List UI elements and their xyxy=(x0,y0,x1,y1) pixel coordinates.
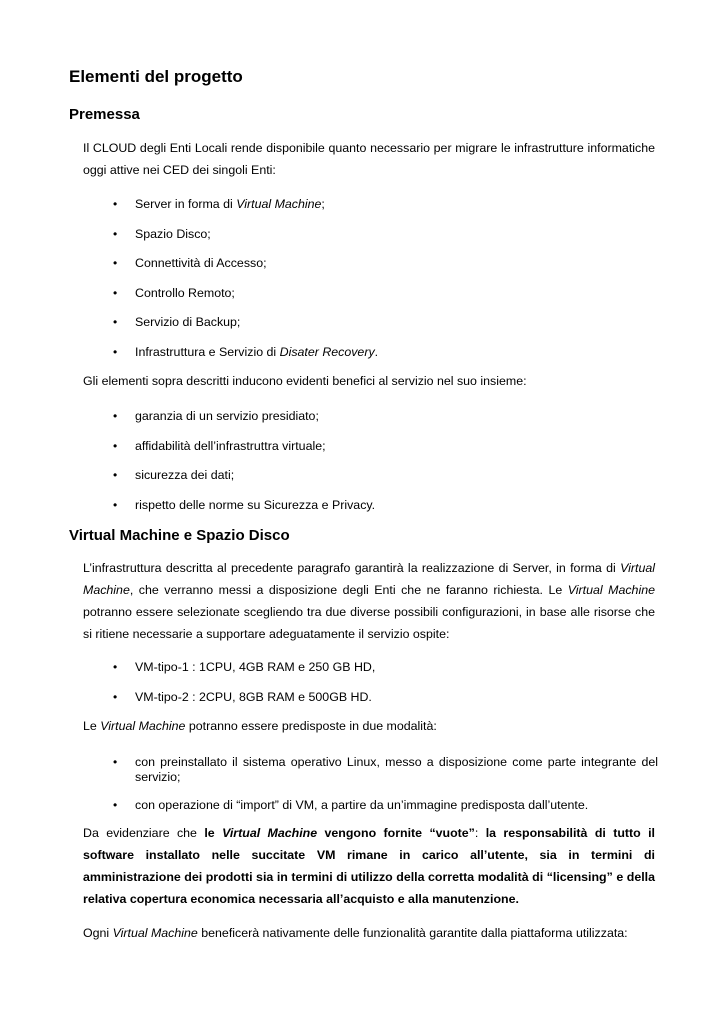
list-item-backup: • Servizio di Backup; xyxy=(113,315,241,329)
list-item-controllo-remoto: • Controllo Remoto; xyxy=(113,286,235,300)
list-item-server: • Server in forma di Virtual Machine; xyxy=(113,197,325,211)
bullet-icon: • xyxy=(113,286,118,300)
vm-paragraph-1: L’infrastruttura descritta al precedente paragrafo garantirà la realizzazione di Server, in forma di Virtual Machine, che verranno messi a disposizione degli Enti che ne faranno richiesta. Le Virtual Machine potranno essere selezionate scegliendo tra due diverse possibili configurazioni, in base alle risorse che si ritiene necessarie a supportare adeguatamente il servizio ospite: xyxy=(83,561,655,641)
list-item: • rispetto delle norme su Sicurezza e Privacy. xyxy=(113,498,376,512)
bullet-icon: • xyxy=(113,468,118,482)
bullet-icon: • xyxy=(113,660,118,674)
vm-paragraph-2: Le Virtual Machine potranno essere predisposte in due modalità: xyxy=(83,719,437,733)
bullet-icon: • xyxy=(113,315,118,329)
bullet-icon: • xyxy=(113,345,118,359)
section-heading-premessa: Premessa xyxy=(69,106,140,123)
list-item: • garanzia di un servizio presidiato; xyxy=(113,409,319,423)
bullet-icon: • xyxy=(113,690,118,704)
bullet-icon: • xyxy=(113,197,118,211)
list-item-mode-import: • con operazione di “import” di VM, a partire da un’immagine predisposta dall’utente. xyxy=(113,798,589,812)
list-item-mode-linux: • con preinstallato il sistema operativo Linux, messo a disposizione come parte integrante del servizio; xyxy=(113,755,658,784)
list-item-spazio-disco: • Spazio Disco; xyxy=(113,227,211,241)
document-title: Elementi del progetto xyxy=(69,67,243,86)
bullet-icon: • xyxy=(113,227,118,241)
list-item-vm-tipo-2: • VM-tipo-2 : 2CPU, 8GB RAM e 500GB HD. xyxy=(113,690,372,704)
section-heading-virtual-machine: Virtual Machine e Spazio Disco xyxy=(69,527,290,544)
list-item-disaster-recovery: • Infrastruttura e Servizio di Disater Recovery. xyxy=(113,345,379,359)
premessa-intro: Il CLOUD degli Enti Locali rende disponibile quanto necessario per migrare le infrastrutture informatiche oggi attive nei CED dei singoli Enti: xyxy=(83,141,655,177)
bullet-icon: • xyxy=(113,409,118,423)
bullet-icon: • xyxy=(113,755,118,769)
bullet-icon: • xyxy=(113,439,118,453)
bullet-icon: • xyxy=(113,798,118,812)
vm-paragraph-4: Ogni Virtual Machine beneficerà nativamente delle funzionalità garantite dalla piattaforma utilizzata: xyxy=(83,926,628,940)
list-item-vm-tipo-1: • VM-tipo-1 : 1CPU, 4GB RAM e 250 GB HD, xyxy=(113,660,376,674)
list-item-connettivita: • Connettività di Accesso; xyxy=(113,256,267,270)
vm-paragraph-3: Da evidenziare che le Virtual Machine vengono fornite “vuote”: la responsabilità di tutto il software installato nelle succitate VM rimane in carico all’utente, sia in termini di amministrazione dei prodotti sia in termini di utilizzo della corretta modalità di “licensing” e della relativa copertura economica necessaria all’acquisto e alla manutenzione. xyxy=(83,826,656,906)
bullet-icon: • xyxy=(113,498,118,512)
list-item: • affidabilità dell’infrastruttra virtuale; xyxy=(113,439,326,453)
list-item: • sicurezza dei dati; xyxy=(113,468,235,482)
benefits-intro: Gli elementi sopra descritti inducono evidenti benefici al servizio nel suo insieme: xyxy=(83,374,527,388)
bullet-icon: • xyxy=(113,256,118,270)
